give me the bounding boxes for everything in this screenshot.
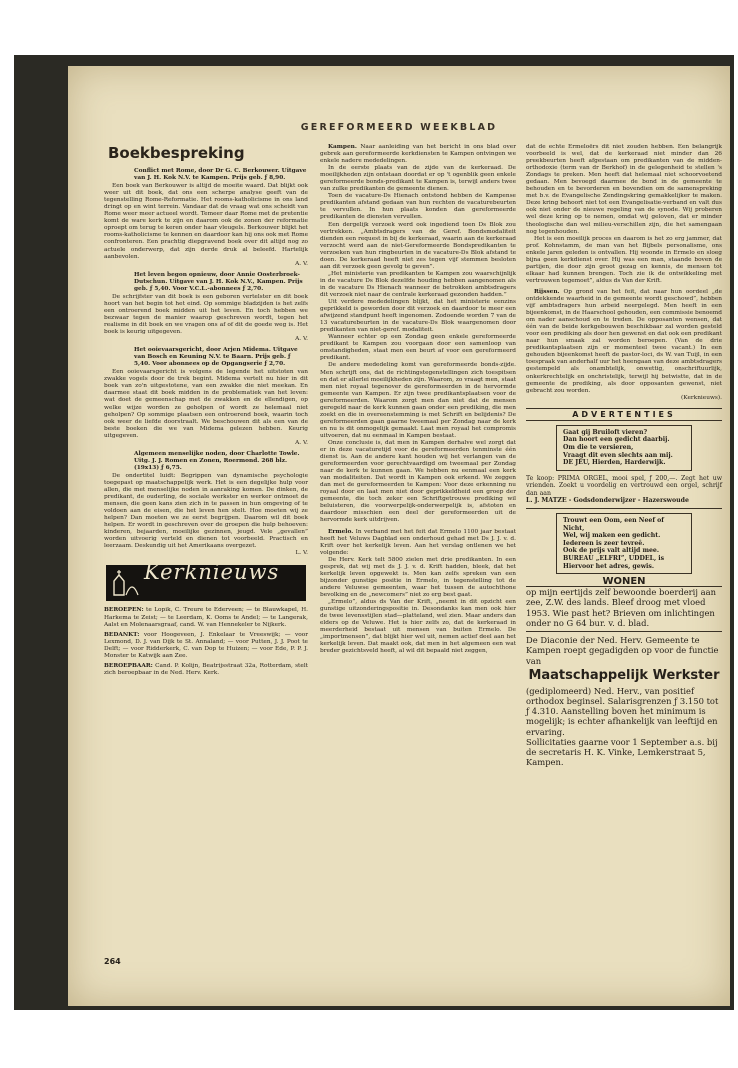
- review-body: Een ooievaarsgericht is volgens de legende het uitstoten van zwakke vogels door de trek begint. Midema vertelt nu hier in dit boek van zo'n uitgestotene, van een zwakke die niet meekan. En daarmee staat dit boek midden in de problematiek van het leven: wat doet de gemeenschap met de zwakken en de ellendigen, op welke wijze worden ze geholpen of wordt ze helemaal niet geholpen? Op sommige plaatsen een ontroerend boek, waarin toch ook weer de liefde doorstraalt. We beschouwen dit als een van de beste boeken die we van Midema gelezen hebben. Keurig uitgegeven.: [104, 369, 308, 439]
- diaconie-tail: Sollicitaties gaarne voor 1 September a.s. bij de secretaris H. K. Vinke, Lemkerstraat 5, Kampen.: [526, 736, 718, 768]
- kerknieuws-item: [104, 632, 308, 660]
- article-paragraph: Toen de vacature-Ds Hienach ontstond hebben de Kampense predikanten afstand gedaan van hun rechten de vacaturebeurten te vervullen. In hun plaats konden dan gereformeerde predikanten de diensten vervullen.: [320, 193, 516, 221]
- article-paragraph: „Ermelo”, aldus ds Van der Krift, „neemt in dit opzicht een gunstige uitzonderingspositie in. Desondanks kan men ook hier de twee levensstijlen stad—platteland, wel zien. Maar anders dan elders op de Veluwe. Het is hier zelfs zo, dat de kerkeraad in meerderheid bestaat uit mensen van buiten Ermelo. De „importmensen”, dat blijkt hier wel uit, nemen actief deel aan het kerkelijk leven. Dat maakt ook, dat men in het algemeen een wat breder gezichtsveld heeft, al wil dit bepaald niet zeggen,: [320, 599, 516, 655]
- ad-bruiloft: [556, 425, 692, 471]
- article-paragraph: Uit verdere mededelingen blijkt, dat het ministerie eenzins geprikkeld is geworden door dit verzoek en daardoor te meer een afwijzend standpunt heeft ingenomen. Zodoende worden 7 van de 13 vacaturebeurten in de vacature-Ds Blok waargenomen door predikanten van niet-geref. modaliteit.: [320, 299, 516, 334]
- section-title: Boekbespreking: [108, 144, 245, 162]
- ad-line: BUREAU „ELFRI”, UDDEL, is: [563, 555, 665, 563]
- article-paragraph: In de eerste plaats van de zijde van de kerkeraad. De moeilijkheden zijn ontstaan doordat er op 't ogenblik geen enkele gereformeerde bonds-predikant te Kampen is, terwijl anders twee van zulke predikanten de gemeente dienen.: [320, 165, 516, 193]
- kerknieuws-label: BEROEPEN:: [104, 607, 144, 614]
- wonen-heading: WONEN: [526, 578, 722, 587]
- book-review-3: [104, 347, 308, 447]
- column-3: [526, 144, 722, 767]
- column-1: [104, 144, 308, 677]
- article-paragraph: [526, 289, 722, 395]
- wonen-text: op mijn eertijds zelf bewoonde boerderij aan zee, Z.W. des lands. Bleef droog met vloed 1953. Wie past het? Brieven om inlichtingen onder no G 64 bur. v. d. blad.: [526, 587, 722, 632]
- article-text: Naar aanleiding van het bericht in ons blad over gebrek aan gereformeerde kerkdiensten te Kampen ontvingen we enkele nadere mededelingen.: [320, 144, 517, 165]
- article-lead: Ermelo.: [328, 528, 354, 535]
- article-lead: Rijssen.: [534, 288, 560, 295]
- book-review-1: [104, 168, 308, 268]
- kerknieuws-text: voor Hoogeveen, J. Enkelaar te Vreeswijk; — voor Lexmond, D. J. van Dijk te St. Annaland; — voor Putten, J. J. Poot te Delft; — voor Ridderkerk, C. van Dop te Huizen; — voor Ede, P. P. J. Monster te Katwijk aan Zee.: [104, 631, 309, 659]
- review-body: De schrijfster van dit boek is een geboren vertelster en dit boek hoort van het begin tot het eind. Op sommige bladzijden is het zelfs een ontroerend boek midden uit het leven. En toch hebben we bezwaar tegen de manier waarop geschreven wordt, tegen het realisme in dit boek en we vragen ons af of dit de goede weg is. Het boek is keurig uitgegeven.: [104, 293, 308, 336]
- ad-line: Iedereen is zeer tevreê.: [563, 539, 645, 547]
- review-title: Het ooievaarsgericht, door Arjen Midema. Uitgave van Bosch en Keuning N.V. te Baarn. Prijs geb. ƒ 5,40. Voor abonnees op de Opgangserie ƒ 2,70.: [134, 347, 298, 368]
- ad-line: DE JEU, Hierden, Harderwijk.: [563, 459, 666, 467]
- ad-orgel: [526, 475, 722, 509]
- review-signature: A. V.: [295, 336, 308, 343]
- ad-line: Ook de prijs valt altijd mee.: [563, 547, 660, 555]
- article-paragraph: dat de echte Ermeloërs dit niet zouden hebben. Een belangrijk voorbeeld is wel, dat de kerkeraad niet minder dan 26 preekbeurten heeft afgestaan om predikanten van de midden-orthodoxie (term van dr Berkhof) in de gelegenheid te stellen 's Zondags te preken. Men heeft dat helemaal niet schoorvoetend gedaan. Men bevoegd daarmee de bond in de gemeente te behouden en te bevorderen en bovendien om de samenspreking met b.v. de Evangelische Zendingskring gemakkelijker te maken. Deze kring behoort niet tot een Evangelisatie-verband en valt dus ook niet onder de nieuwe regeling van de synode. Wij proberen wel deze kring op te nemen, omdat wij geloven, dat er minder theologische dan wel milieu-verschillen zijn, die het samengaan nog tegenhouden.: [526, 144, 722, 235]
- diaconie-body: (gediplomeerd) Ned. Herv., van positief orthodox beginsel. Salarisgrenzen ƒ 3.150 tot ƒ 4.310. Aanstelling boven het minimum is mogelijk; is echter afhankelijk van leeftijd en ervaring.: [526, 685, 719, 737]
- ad-line: Hiervoor het adres, gewis.: [563, 562, 655, 570]
- ad-line: Om die te versieren,: [563, 443, 634, 451]
- review-title: Algemeen menselijke noden, door Charlotte Towle. Uitg. J. J. Romen en Zonen, Roermond. 268 blz. (19x13) ƒ 6,75.: [134, 450, 300, 471]
- ad-line: Dan hoort een gedicht daarbij.: [563, 436, 670, 444]
- article-paragraph: [320, 144, 516, 165]
- ad-line: Wel, wij maken een gedicht.: [563, 532, 661, 540]
- ad-gedicht: [556, 513, 692, 574]
- article-source: (Kerknieuws).: [681, 394, 722, 401]
- book-review-4: [104, 451, 308, 558]
- article-paragraph: „Het ministerie van predikanten te Kampen zou waarschijnlijk in de vacature Ds Blok dezelfde houding hebben aangenomen als in de vacature Ds Hienach wanneer de betrokken ambtsdragers dit verzoek niet naar de centrale kerkeraad gezonden hadden.”: [320, 270, 516, 298]
- newspaper-page: [68, 66, 730, 1006]
- ad-line: Vraagt dit even slechts aan mij.: [563, 451, 673, 459]
- kerknieuws-banner: [106, 565, 306, 601]
- article-text: In verband met het feit dat Ermelo 1100 jaar bestaat heeft het Veluws Dagblad een onderhoud gehad met Ds J. J. v. d. Krift over het kerkelijk leven. Aan het verslag ontlenen we het volgende:: [320, 528, 516, 556]
- kerknieuws-item: [104, 607, 308, 628]
- kerknieuws-label: BEDANKT:: [104, 631, 140, 638]
- kerknieuws-label: BEROEPBAAR:: [104, 662, 153, 669]
- review-title: Het leven begon opnieuw, door Annie Oosterbroek-Dutschun. Uitgave van J. H. Kok N.V., Kampen. Prijs geb. ƒ 5,40. Voor V.C.L.-abonnees ƒ 2,70.: [134, 271, 303, 292]
- ad-orgel-text: Te koop: PRIMA ORGEL, mooi spel, ƒ 200,—. Zegt het uw vrienden. Zoekt u voordelig en vertrouwd een orgel, schrijf dan aan: [526, 474, 722, 497]
- ad-line: Trouwt een Oom, een Neef of Nicht,: [563, 517, 664, 532]
- article-paragraph: De Herv. Kerk telt 5800 zielen met drie predikanten. In een gesprek, dat wij met ds J. J. v. d. Krift hadden, bleek, dat het kerkelijk leven opgewekt is. Men kan zelfs spreken van een bijzonder gunstige positie in Ermelo, in tegenstelling tot de andere Veluwse gemeenten, waar het tussen de autochthone bevolking en de „newcomers” niet zo erg best gaat.: [320, 556, 516, 598]
- review-body: De ondertitel luidt: Begrippen van dynamische psychologie toegepast op maatschappelijk werk. Het is een degelijke hulp voor allen, die met menselijke noden in aanraking komen. De dinken, de predikant, de ouderling, de sociale werkster en werker ontmoet de mensen, die geen kans zien zich in te passen in hun omgeving of te voldoen aan de eisen, die het leven hen stelt. Hoe moeten wij ze helpen? Dan moeten we ze eerst begrijpen. Daarom wil dit boek helpen. Er wordt in geschreven over de groepen die hulp behoeven: kinderen, bejaarden, moeilijke gezinnen, jeugd. Vele „gevallen” worden uitvoerig verteld en dienen tot voorbeeld. Practisch en leerzaam. Deskundig uit het Amerikaans overgezet.: [104, 472, 308, 550]
- review-signature: L. V.: [295, 550, 308, 557]
- running-head: GEREFORMEERD WEEKBLAD: [300, 122, 498, 133]
- article-paragraph: De andere mededeling komt van gereformeerde bonds-zijde. Men schrijft ons, dat de richtingstegenstellingen zich toespitsen en dat er allerlei moeilijkheden zijn. Waarom, zo vraagt men, staat men niet royaal tegenover de gereformeerden in de hervormde gemeente van Kampen. Er zijn twee predikantsplaatsen voor de gereformeerden. Waarom zorgt men dan niet dat de mensen geregeld naar de kerk kunnen gaan onder een prediking, die men zoekt en die in overeenstemming is met Schrift en belijdenis? De gereformeerden gaan gaarne tweemaal per Zondag naar de kerk en nu is dit onmogelijk gemaakt. Laat men royaal het compromis uitvoeren, dat nu eenmaal in Kampen bestaat.: [320, 362, 516, 439]
- review-signature: A. V.: [295, 260, 308, 267]
- page-number: 264: [104, 957, 121, 966]
- article-text: Op grond van het feit, dat naar hun oordeel „de ontdekkende waarheid in de gemeente wordt geschowd”, hebben vijf ambtsdragers hun arbeid neergelegd. Men heeft in een bijeenkomst, in de Haarschool gehouden, een commissie benoemd om nader aanschoud en te treden. De opposanten wensen, dat één van de beide kerkgebouwen beschikbaar zal worden gesteld voor een prediking als door hen gewenst en dat ook een predikant naar hun smaak zal worden beroepen. (Van de drie predikantsplaatsen zijn er momenteel twee vacant.) In een gehouden bijeenkomst heeft de pastor-loci, ds W. van Tuijl, in een toespraak van anderhalf uur het heengaan van deze ambtsdragers gestempeld als onambtelijk, onwettig, onschriftuurlijk, onkerkrechtelijk en onchristelijk, terwijl hij betwistte, dat in de gemeente de prediking, als door opposanten gewenst, niet gebracht zou worden.: [526, 288, 722, 394]
- article-paragraph: Een dergelijk verzoek werd ook ingediend toen Ds Blok zou vertrekken. „Ambtsdragers van de Geref. Bondsmodaliteit dienden een request in bij de kerkeraad, waarin aan de kerkeraad verzocht werd aan de niet-Gereformeerde Bondspredikanten te verzoeken van hun ringbeurten in de vacature-Ds Blok afstand te doen. De kerkeraad heeft niet zes tegen vijf stemmen besloten aan dit verzoek geen gevolg te geven”.: [320, 221, 516, 270]
- church-ornament-icon: [110, 569, 140, 597]
- book-review-2: [104, 272, 308, 343]
- kerknieuws-title: Kerknieuws: [144, 565, 280, 585]
- review-title: Conflict met Rome, door Dr G. C. Berkouwer. Uitgave van J. H. Kok N.V. te Kampen. Prijs geb. ƒ 8,90.: [134, 168, 307, 182]
- ad-line: Gaat gij Bruiloft vieren?: [563, 428, 648, 436]
- article-paragraph: Wanneer echter op een Zondag geen enkele gereformeerde predikant te Kampen zou voorgaan door een samenloop van omstandigheden, staat men een beurt af voor een gereformeerd predikant.: [320, 334, 516, 362]
- review-signature: A. V.: [295, 439, 308, 446]
- ad-orgel-address: L. J. MATZE - Godsdonderwijzer - Hazerswoude: [526, 497, 689, 505]
- article-paragraph: [320, 529, 516, 557]
- kerknieuws-text: Cand. P. Kolijn, Beatrijsstraat 32a, Rotterdam, stelt zich beroepbaar in de Ned. Herv. Kerk.: [104, 662, 309, 676]
- article-lead: Kampen.: [328, 144, 357, 150]
- diaconie-intro: De Diaconie der Ned. Herv. Gemeente te Kampen roept gegadigden op voor de functie van: [526, 635, 719, 666]
- kerknieuws-item: [104, 663, 308, 677]
- review-body: Een boek van Berkouwer is altijd de moeite waard. Dat blijkt ook weer uit dit boek, dat ons een scherpe analyse geeft van de tegenstelling Rome-Reformatie. Het rooms-katholicisme in ons land dringt op en wint terrein. Vandaar dat de vraag wat ons scheidt van Rome weer meer actueel wordt. Temeer daar Rome met de pretentie komt de ware kerk te zijn en daarom ook de zonen der reformatie oproept om terug te keren onder haar vleugels. Berkouwer blijkt het rooms-katholicisme te kennen en daardoor kan hij ons ook met Rome confronteren. Een prachtig diepgravend boek over dit altijd nog zo actuele onderwerp, dat zijn derde druk al beleefd. Hartelijk aanbevolen.: [104, 183, 309, 260]
- werkster-heading: Maatschappelijk Werkster: [528, 667, 720, 683]
- column-2: [320, 144, 516, 655]
- article-paragraph: Onze conclusie is, dat men in Kampen derhalve wel zorgt dat er in deze vacaturetijd voor de gereformeerden tenminste één dienst is. Aan de andere kant houden wij het verlangen van de gereformeerden voor gerechtvaardigd om tweemaal per Zondag naar de kerk te kunnen gaan. We hebben nu eenmaal een kerk van modaliteiten. Dat wordt in Kampen ook erkend. We zeggen dan met de gereformeerden te Kampen: Voor deze erkenning nu royaal door en laat men niet door geprikkeldheid een groep der gemeente, die toch zeker een Schriftgetrouwe prediking wil beluisteren, die voorwerpelijk-onderwerpelijk is, afstoten en daardoor misschien een deel der gereformeerden uit de hervormde kerk uitdrijven.: [320, 439, 516, 524]
- advertenties-heading: ADVERTENTIES: [526, 408, 722, 421]
- kerknieuws-text: te Lopik, C. Treure te Ederveen; — te Blauwkapel, H. Harkema te Zeist; — te Leerdam, K. Ooms te Andel; — te Langerak, Aalst en Molenaarsgraaf, cand. W. van Hennekeler te Nijkerk.: [104, 607, 308, 628]
- article-paragraph: Het is een moeilijk proces en daarom is het zo erg jammer, dat prof. Kohnstamm, de man van het Bijbels personalisme, ons enkele jaren geleden is ontvallen. Hij woonde in Ermelo en sloeg bijna geen kerkdienst over. Hij was een man, staande boven de partijen, die door zijn groot gezag en kennis, de mensen tot elkaar had kunnen brengen. Toch zie ik de ontwikkeling met vertrouwen tegemoet”, aldus ds Van der Krift.: [526, 235, 722, 284]
